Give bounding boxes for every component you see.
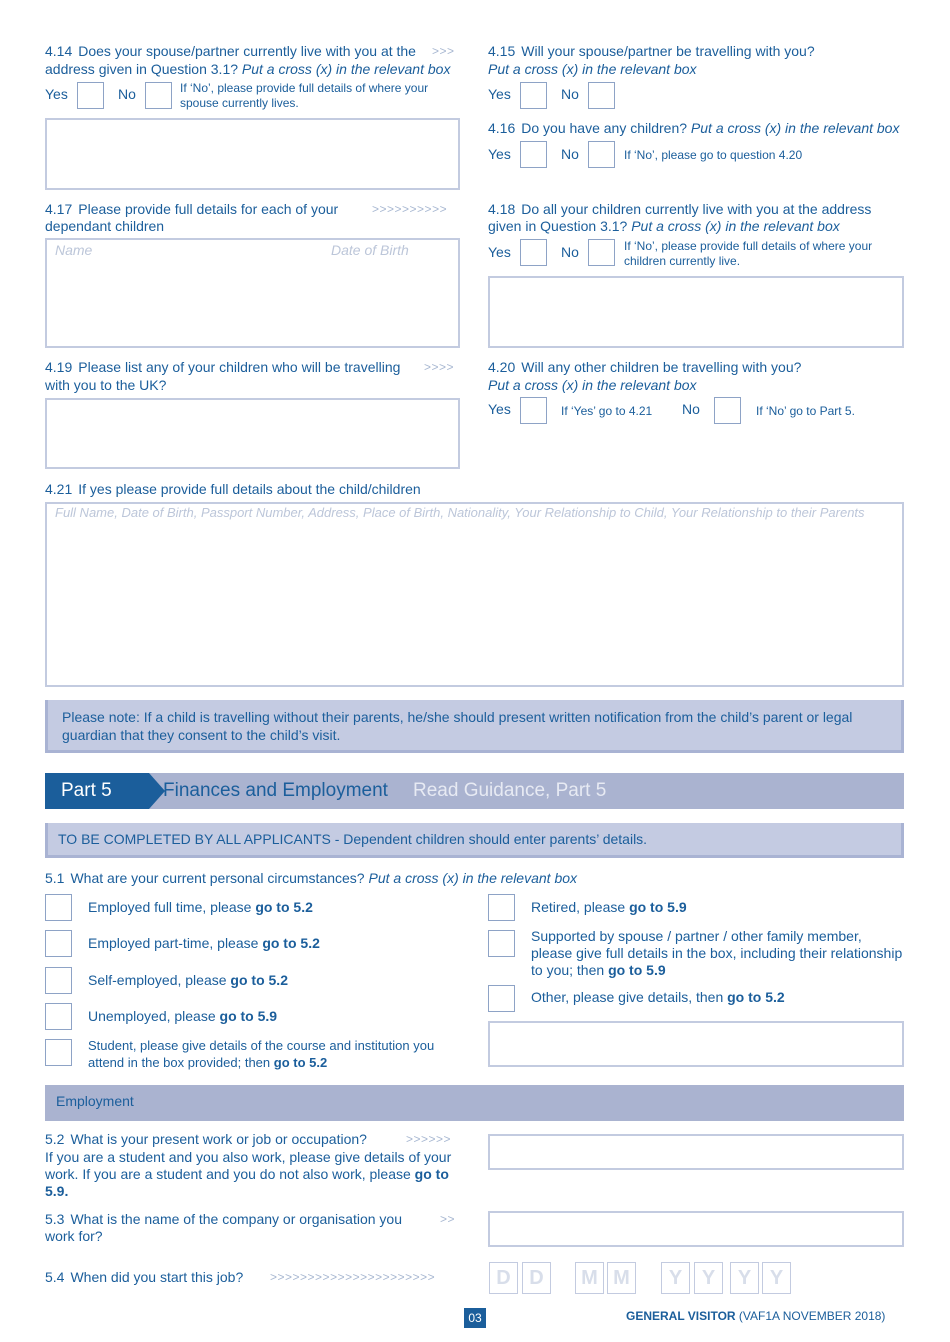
form-code: (VAF1A NOVEMBER 2018) [738, 1309, 886, 1323]
employment-title: Employment [56, 1093, 134, 1109]
q417-details-box[interactable] [45, 238, 460, 348]
q416-hint: Put a cross (x) in the relevant box [690, 120, 900, 136]
q54-date-month-1[interactable]: M [575, 1262, 604, 1294]
q51-option-goto: go to 5.9 [219, 1008, 278, 1024]
q415-number: 4.15 [488, 43, 516, 59]
q414-no-checkbox[interactable] [145, 82, 172, 109]
q51-option-checkbox[interactable] [45, 1039, 72, 1066]
q415-text: Will your spouse/partner be travelling with you? [521, 43, 815, 59]
q54-date-day-2[interactable]: D [522, 1262, 551, 1294]
q51-option-checkbox[interactable] [45, 930, 72, 957]
q415-yes-checkbox[interactable] [520, 82, 547, 109]
q421-text: If yes please provide full details about the child/children [78, 481, 421, 497]
q417-number: 4.17 [45, 201, 73, 217]
q414-yes-label: Yes [45, 86, 68, 102]
q420-hint-text: Put a cross (x) in the relevant box [488, 377, 697, 393]
q420-number: 4.20 [488, 359, 516, 375]
q53-text-a: What is the name of the company or organisation you [70, 1211, 402, 1227]
q414-if-no: If ‘No’, please provide full details of where your spouse currently lives. [180, 81, 429, 110]
q420-no-checkbox[interactable] [714, 397, 741, 424]
q417-arrows: >>>>>>>>>> [372, 202, 448, 216]
q51-option-text: Unemployed, please [88, 1008, 216, 1024]
q420-if-no: If ‘No’ go to Part 5. [756, 404, 855, 418]
q53-company-input[interactable] [488, 1211, 904, 1247]
q417-name-placeholder: Name [55, 242, 93, 258]
q53-label [45, 1211, 465, 1228]
q416-yes-checkbox[interactable] [520, 141, 547, 168]
q52-goto: go to 5.9. [45, 1166, 449, 1199]
q51-option-checkbox[interactable] [45, 967, 72, 994]
q416-if-no: If ‘No’, please go to question 4.20 [624, 148, 803, 162]
q419-number: 4.19 [45, 359, 73, 375]
q52-occupation-input[interactable] [488, 1134, 904, 1170]
q51-option-label [88, 1008, 448, 1025]
q414-text-b: address given in Question 3.1? [45, 61, 239, 77]
all-applicants-banner [45, 823, 904, 858]
q52-label [45, 1131, 465, 1148]
q418-yes-checkbox[interactable] [520, 239, 547, 266]
q51-option-label [88, 935, 448, 952]
q418-label [488, 201, 908, 218]
q51-option-goto: go to 5.2 [262, 935, 320, 951]
q419-arrows: >>>> [424, 360, 455, 374]
q418-label-2 [488, 218, 840, 235]
q51-option-text: Employed part-time, please [88, 935, 259, 951]
q419-details-box[interactable] [45, 398, 460, 469]
q417-text-b: dependant children [45, 218, 165, 234]
q54-date-year-1[interactable]: Y [661, 1262, 690, 1294]
q420-hint [488, 377, 697, 394]
q51-option-text: Student, please give details of the course and institution you attend in the box provided; then [88, 1038, 435, 1070]
child-consent-note [45, 700, 904, 753]
q420-if-yes: If ‘Yes’ go to 4.21 [561, 404, 653, 418]
q415-no-checkbox[interactable] [588, 82, 615, 109]
q419-label [45, 359, 465, 376]
q52-detail: If you are a student and you also work, please give details of your work. If you are a student and you do not also work, please [45, 1149, 452, 1182]
q51-option-text: Other, please give details, then [531, 989, 724, 1005]
q51-option-text: Employed full time, please [88, 899, 252, 915]
part5-header [45, 773, 904, 809]
part5-label: Part 5 [45, 773, 149, 809]
q415-yes-label: Yes [488, 86, 511, 102]
q418-if-no: If ‘No’, please provide full details of where your children currently live. [624, 239, 873, 268]
q419-text-b: with you to the UK? [45, 377, 167, 393]
q421-details-box[interactable] [45, 502, 904, 687]
q415-hint-text: Put a cross (x) in the relevant box [488, 61, 697, 77]
employment-header [45, 1085, 904, 1121]
q420-no-label: No [682, 401, 700, 417]
q51-option-checkbox[interactable] [488, 930, 515, 957]
q51-option-goto: go to 5.2 [273, 1055, 328, 1070]
q420-label [488, 359, 908, 376]
q414-yes-checkbox[interactable] [77, 82, 104, 109]
q51-option-checkbox[interactable] [488, 985, 515, 1012]
q54-text: When did you start this job? [70, 1269, 244, 1285]
q414-hint: Put a cross (x) in the relevant box [241, 61, 451, 77]
form-name: GENERAL VISITOR [626, 1309, 736, 1323]
q414-no-label: No [118, 86, 136, 102]
q416-no-label: No [561, 146, 579, 162]
q418-yes-label: Yes [488, 244, 511, 260]
q51-hint: Put a cross (x) in the relevant box [368, 870, 578, 886]
q51-option-label [88, 1037, 448, 1071]
q415-no-label: No [561, 86, 579, 102]
q51-text: What are your current personal circumstances? [70, 870, 365, 886]
q418-details-box[interactable] [488, 276, 904, 348]
q54-date-year-2[interactable]: Y [694, 1262, 723, 1294]
q417-dob-placeholder: Date of Birth [331, 242, 409, 258]
q416-no-checkbox[interactable] [588, 141, 615, 168]
q419-text-a: Please list any of your children who will be travelling [78, 359, 401, 375]
q51-option-goto: go to 5.2 [230, 972, 288, 988]
q414-text-a: Does your spouse/partner currently live with you at the [78, 43, 416, 59]
q418-number: 4.18 [488, 201, 516, 217]
q415-label [488, 43, 908, 60]
q52-detail-block [45, 1149, 455, 1200]
q414-details-box[interactable] [45, 118, 460, 190]
q420-text: Will any other children be travelling with you? [521, 359, 802, 375]
q53-text-b: work for? [45, 1228, 103, 1244]
q51-details-box[interactable] [488, 1021, 904, 1067]
q54-date-year-4[interactable]: Y [762, 1262, 791, 1294]
q414-arrows: >>> [432, 44, 455, 58]
q414-number: 4.14 [45, 43, 73, 59]
q415-hint [488, 61, 697, 78]
q51-option-checkbox[interactable] [45, 1003, 72, 1030]
q51-option-label [531, 989, 906, 1006]
q414-label [45, 43, 465, 60]
q416-yes-label: Yes [488, 146, 511, 162]
q51-option-checkbox[interactable] [45, 894, 72, 921]
q51-option-label [531, 899, 906, 916]
all-applicants-text: TO BE COMPLETED BY ALL APPLICANTS - Dependent children should enter parents’ details. [58, 831, 648, 847]
q421-number: 4.21 [45, 481, 73, 497]
q51-option-text: Self-employed, please [88, 972, 227, 988]
q51-number: 5.1 [45, 870, 65, 886]
q51-label [45, 870, 905, 887]
q421-label [45, 481, 905, 498]
q420-yes-label: Yes [488, 401, 511, 417]
q54-arrows: >>>>>>>>>>>>>>>>>>>>>> [270, 1270, 436, 1284]
q54-date-day-1[interactable]: D [489, 1262, 518, 1294]
q51-option-text: Retired, please [531, 899, 626, 915]
q414-label-2 [45, 61, 465, 78]
q51-option-goto: go to 5.9 [608, 962, 666, 978]
q52-arrows: >>>>>> [406, 1132, 452, 1146]
q51-option-goto: go to 5.2 [255, 899, 313, 915]
q416-text: Do you have any children? [521, 120, 688, 136]
q416-label [488, 120, 908, 137]
q51-option-label [531, 928, 906, 979]
q51-option-goto: go to 5.2 [727, 989, 785, 1005]
q51-option-label [88, 899, 448, 916]
q418-no-checkbox[interactable] [588, 239, 615, 266]
q421-placeholder: Full Name, Date of Birth, Passport Number, Address, Place of Birth, Nationality, Your Relationship to Child, Your Relationship to their Parents [55, 505, 865, 520]
q53-arrows: >> [440, 1212, 456, 1226]
q420-yes-checkbox[interactable] [520, 397, 547, 424]
q51-option-checkbox[interactable] [488, 894, 515, 921]
part5-title: Finances and Employment [163, 780, 388, 801]
q418-no-label: No [561, 244, 579, 260]
child-consent-note-text: Please note: If a child is travelling without their parents, he/she should present written notification from the child’s parent or legal guardian that they consent to the child’s visit. [62, 709, 853, 743]
q418-hint: Put a cross (x) in the relevant box [631, 218, 840, 234]
q418-text-a: Do all your children currently live with you at the address [521, 201, 872, 217]
q416-number: 4.16 [488, 120, 516, 136]
q54-number: 5.4 [45, 1269, 65, 1285]
q417-text-a: Please provide full details for each of your [78, 201, 339, 217]
q54-date-month-2[interactable]: M [607, 1262, 636, 1294]
q418-text-b: given in Question 3.1? [488, 218, 628, 234]
q51-option-goto: go to 5.9 [629, 899, 687, 915]
q51-option-text: Supported by spouse / partner / other family member, please give full details in the box, including their relationship to you; then [531, 928, 903, 978]
part5-guidance: Read Guidance, Part 5 [413, 780, 607, 801]
q54-date-year-3[interactable]: Y [730, 1262, 759, 1294]
page-number: 03 [464, 1308, 486, 1328]
q52-text: What is your present work or job or occupation? [70, 1131, 367, 1147]
q51-option-label [88, 972, 448, 989]
q53-number: 5.3 [45, 1211, 65, 1227]
q52-number: 5.2 [45, 1131, 65, 1147]
form-reference [626, 1309, 885, 1323]
